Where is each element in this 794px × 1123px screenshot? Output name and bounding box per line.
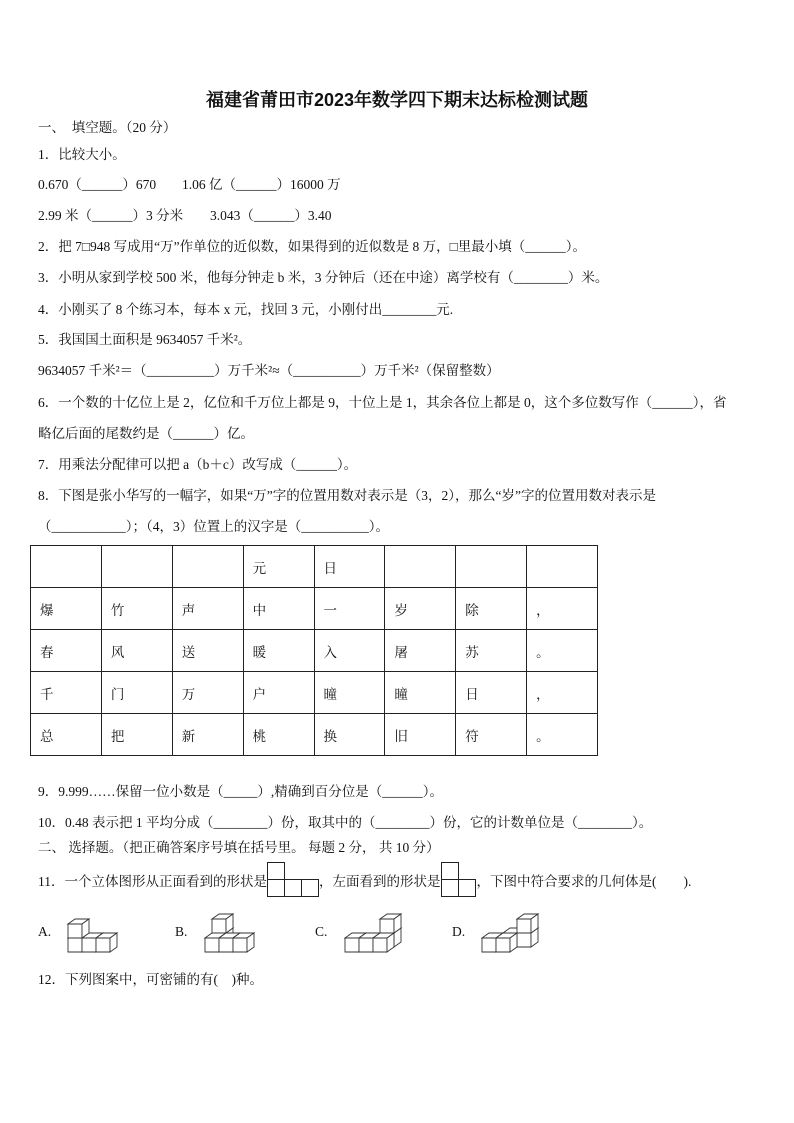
grid-cell: 屠 (385, 630, 456, 672)
cube-front-face (496, 938, 510, 952)
compare-item: 1.06 亿（______）16000 万 (182, 177, 341, 192)
grid-cell: 苏 (456, 630, 527, 672)
character-grid-table (30, 545, 598, 756)
grid-cell: 万 (172, 672, 243, 714)
view-square (302, 879, 319, 896)
question-1-stem: 1．比较大小。 (38, 147, 126, 162)
left-view-figure (441, 862, 477, 898)
compare-item: 3.043（______）3.40 (210, 208, 332, 223)
question-11-text-3: ，下图中符合要求的几何体是( ). (476, 873, 692, 889)
grid-row (31, 714, 598, 756)
question-6-line-b: 略亿后面的尾数约是（______）亿。 (38, 426, 254, 441)
view-square (441, 862, 458, 879)
option-label: B. (175, 924, 188, 939)
grid-cell: 曈 (385, 672, 456, 714)
grid-cell (527, 546, 598, 588)
question-5-line-b: 9634057 千米²＝（__________）万千米²≈（__________）万千米²（保留整数） (38, 363, 500, 378)
option-label: C. (315, 924, 328, 939)
grid-cell: ， (527, 672, 598, 714)
cube-front-face (380, 919, 394, 933)
view-square (268, 862, 285, 879)
grid-cell: 日 (314, 546, 385, 588)
cube (212, 914, 233, 933)
option-label: A. (38, 924, 52, 939)
grid-cell: 春 (31, 630, 102, 672)
grid-cell: 桃 (243, 714, 314, 756)
grid-cell: 一 (314, 588, 385, 630)
front-view-figure (267, 862, 319, 898)
grid-cell: 声 (172, 588, 243, 630)
cube (380, 914, 401, 933)
grid-cell: 户 (243, 672, 314, 714)
view-square (268, 879, 285, 896)
grid-cell: 爆 (31, 588, 102, 630)
option-b (175, 911, 264, 953)
grid-cell (172, 546, 243, 588)
grid-cell: 竹 (101, 588, 172, 630)
grid-row (31, 672, 598, 714)
cube (496, 933, 517, 952)
question-11 (38, 861, 691, 898)
page-title: 福建省莆田市2023年数学四下期末达标检测试题 (205, 90, 589, 110)
grid-cell (101, 546, 172, 588)
question-7: 7．用乘法分配律可以把 a（b＋c）改写成（______）。 (38, 457, 358, 472)
grid-cell: 千 (31, 672, 102, 714)
option-b-figure (204, 911, 264, 953)
cube-front-face (359, 938, 373, 952)
option-a (38, 911, 127, 953)
cube-front-face (517, 919, 531, 933)
cube-front-face (345, 938, 359, 952)
question-11-text-1: 11．一个立体图形从正面看到的形状是 (38, 873, 267, 889)
section-2-heading: 二、 选择题。（把正确答案序号填在括号里。 每题 2 分， 共 10 分） (38, 840, 440, 855)
cube-front-face (68, 938, 82, 952)
cube-front-face (517, 933, 531, 947)
grid-row (31, 546, 598, 588)
compare-item: 0.670（______）670 (38, 177, 157, 192)
question-5-line-a: 5．我国国土面积是 9634057 千米²。 (38, 332, 252, 347)
option-c-figure (344, 911, 404, 953)
grid-cell: 岁 (385, 588, 456, 630)
grid-cell: 除 (456, 588, 527, 630)
grid-cell: 中 (243, 588, 314, 630)
cube (373, 933, 394, 952)
grid-cell: 旧 (385, 714, 456, 756)
grid-cell: 新 (172, 714, 243, 756)
grid-cell: 总 (31, 714, 102, 756)
grid-cell: 。 (527, 714, 598, 756)
cube (68, 919, 89, 938)
question-3: 3．小明从家到学校 500 米，他每分钟走 b 米，3 分钟后（还在中途）离学校有（________）米。 (38, 270, 609, 285)
question-10: 10．0.48 表示把 1 平均分成（________）份，取其中的（________）份，它的计数单位是（________）。 (38, 815, 653, 830)
grid-cell: 暖 (243, 630, 314, 672)
grid-cell: 日 (456, 672, 527, 714)
option-d-figure (481, 911, 541, 953)
cube-front-face (212, 919, 226, 933)
grid-cell: 风 (101, 630, 172, 672)
question-8-line-a: 8．下图是张小华写的一幅字，如果“万”字的位置用数对表示是（3，2），那么“岁”字的位置用数对表示是 (38, 488, 656, 503)
question-8-line-b: （___________）；（4，3）位置上的汉字是（__________）。 (38, 519, 389, 534)
option-label: D. (452, 924, 466, 939)
cube (96, 933, 117, 952)
cube (517, 914, 538, 933)
grid-cell: 元 (243, 546, 314, 588)
question-9: 9．9.999……保留一位小数是（_____）,精确到百分位是（______）。 (38, 784, 443, 799)
grid-cell (31, 546, 102, 588)
cube (233, 933, 254, 952)
cube-front-face (482, 938, 496, 952)
grid-cell (385, 546, 456, 588)
cube-front-face (68, 924, 82, 938)
view-square (441, 879, 458, 896)
compare-item: 2.99 米（______）3 分米 (38, 208, 184, 223)
cube-front-face (219, 938, 233, 952)
cube-front-face (373, 938, 387, 952)
grid-cell: 。 (527, 630, 598, 672)
grid-cell (456, 546, 527, 588)
question-6-line-a: 6．一个数的十亿位上是 2，亿位和千万位上都是 9，十位上是 1，其余各位上都是 0，这个多位数写作（______），省 (38, 395, 727, 410)
view-square (458, 879, 475, 896)
question-2: 2．把 7□948 写成用“万”作单位的近似数，如果得到的近似数是 8 万，□里最小填（______）。 (38, 239, 587, 254)
cube-front-face (205, 938, 219, 952)
question-4: 4．小刚买了 8 个练习本，每本 x 元，找回 3 元，小刚付出________元. (38, 302, 454, 317)
grid-cell: 入 (314, 630, 385, 672)
question-12: 12．下列图案中，可密铺的有( )种。 (38, 972, 263, 987)
cube-front-face (96, 938, 110, 952)
option-c (315, 911, 404, 953)
grid-cell: 符 (456, 714, 527, 756)
question-11-text-2: ，左面看到的形状是 (319, 873, 441, 889)
grid-cell: ， (527, 588, 598, 630)
option-a-figure (67, 911, 127, 953)
section-1-heading: 一、 填空题。（20 分） (38, 120, 177, 135)
grid-row (31, 588, 598, 630)
grid-cell: 送 (172, 630, 243, 672)
cube-front-face (233, 938, 247, 952)
grid-cell: 把 (101, 714, 172, 756)
grid-cell: 门 (101, 672, 172, 714)
grid-cell: 换 (314, 714, 385, 756)
view-square (285, 879, 302, 896)
grid-row (31, 630, 598, 672)
option-d (452, 911, 541, 953)
cube-front-face (82, 938, 96, 952)
grid-cell: 曈 (314, 672, 385, 714)
